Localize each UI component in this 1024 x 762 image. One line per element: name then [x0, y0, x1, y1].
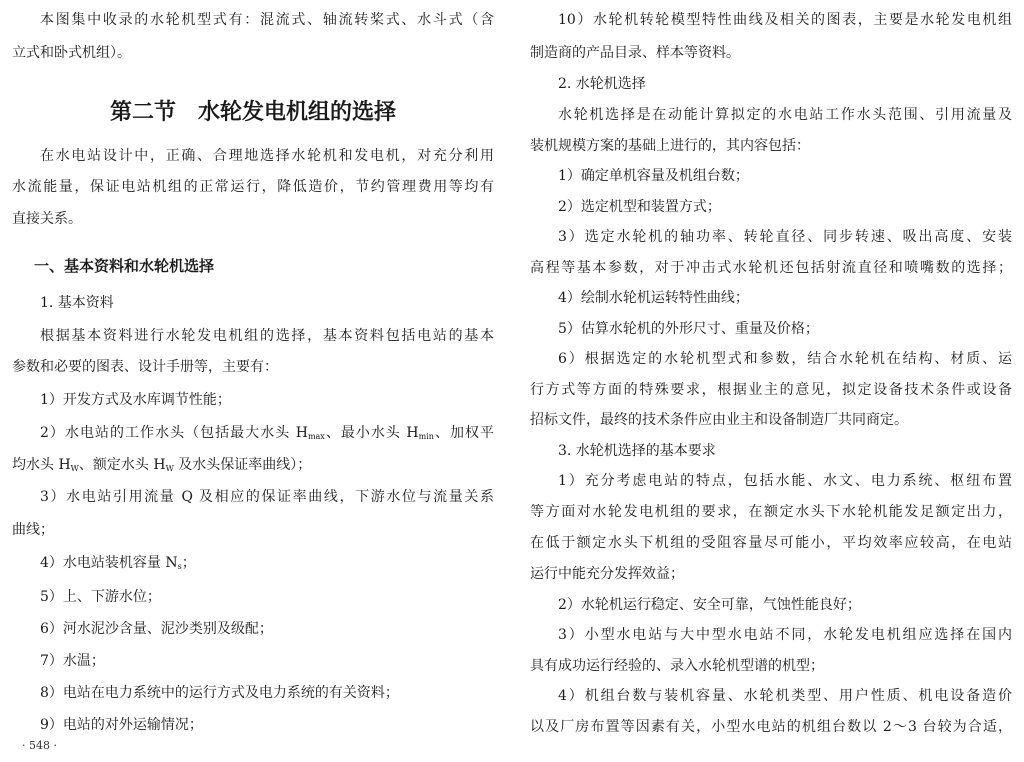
list-item: 6）河水泥沙含量、泥沙类别及级配；: [40, 621, 273, 637]
list-item: 1）确定单机容量及机组台数；: [558, 168, 749, 184]
list-item: 2）选定机型和装置方式；: [558, 199, 721, 215]
subheading: 2. 水轮机选择: [558, 76, 646, 92]
list-item: 4）绘制水轮机运转特性曲线；: [558, 290, 749, 306]
list-item: 9）电站的对外运输情况；: [40, 717, 203, 733]
list-item: 2）水电站的工作水头（包括最大水头 $H_{max}$、最小水头 $H_{min}$、加权平: [40, 425, 494, 441]
section-title: 第二节 水轮发电机组的选择: [109, 99, 396, 125]
subheading: 3. 水轮机选择的基本要求: [558, 443, 716, 459]
list-item-continuation: 以及厂房布置等因素有关，小型水电站的机组台数以 2～3 台较为合适，: [530, 719, 1012, 735]
section-heading: 一、基本资料和水轮机选择: [34, 257, 215, 275]
paragraph-line: 装机规模方案的基础上进行的，其内容包括：: [530, 138, 810, 154]
list-item-continuation: 招标文件，最终的技术条件应由业主和设备制造厂共同商定。: [530, 412, 908, 428]
list-item: 6）根据选定的水轮机型式和参数，结合水轮机在结构、材质、运: [558, 351, 1012, 367]
page-number: · 548 ·: [22, 739, 57, 752]
list-item-continuation: 在低于额定水头下机组的受阻容量尽可能小，平均效率应较高，在电站: [530, 535, 1012, 551]
subheading: 1. 基本资料: [40, 295, 114, 311]
list-item: 3）选定水轮机的轴功率、转轮直径、同步转速、吸出高度、安装: [558, 229, 1012, 245]
list-item: 5）上、下游水位；: [40, 589, 161, 605]
paragraph-line: 参数和必要的图表、设计手册等，主要有：: [12, 359, 278, 375]
list-item-continuation: 行方式等方面的特殊要求，根据业主的意见，拟定设备技术条件或设备: [530, 382, 1012, 398]
paragraph-line: 根据基本资料进行水轮发电机组的选择，基本资料包括电站的基本: [40, 328, 494, 344]
paragraph-line: 直接关系。: [12, 211, 82, 227]
list-item: 3）水电站引用流量 Q 及相应的保证率曲线，下游水位与流量关系: [40, 489, 494, 505]
list-item: 3）小型水电站与大中型水电站不同，水轮发电机组应选择在国内: [558, 627, 1012, 643]
list-item: 1）开发方式及水库调节性能；: [40, 392, 231, 408]
list-item: 4）水电站装机容量 $N_s$；: [40, 555, 196, 571]
list-item-continuation: 均水头 $H_W$、额定水头 $H_W$ 及水头保证率曲线）；: [12, 457, 312, 473]
list-item-continuation: 制造商的产品目录、样本等资料。: [530, 45, 740, 61]
list-item: 5）估算水轮机的外形尺寸、重量及价格；: [558, 321, 819, 337]
list-item: 4）机组台数与装机容量、水轮机类型、用户性质、机电设备造价: [558, 688, 1012, 704]
list-item-continuation: 高程等基本参数，对于冲击式水轮机还包括射流直径和喷嘴数的选择；: [530, 260, 1012, 276]
list-item: 1）充分考虑电站的特点，包括水能、水文、电力系统、枢纽布置: [558, 473, 1012, 489]
paragraph-line: 水轮机选择是在动能计算拟定的水电站工作水头范围、引用流量及: [558, 107, 1012, 123]
list-item: 2）水轮机运行稳定、安全可靠，气蚀性能良好；: [558, 597, 861, 613]
list-item: 10）水轮机转轮模型特性曲线及相关的图表，主要是水轮发电机组: [558, 12, 1012, 28]
list-item-continuation: 曲线；: [12, 522, 54, 538]
intro-line: 立式和卧式机组）。: [12, 45, 131, 61]
paragraph-line: 水流能量，保证电站机组的正常运行，降低造价，节约管理费用等均有: [12, 179, 494, 195]
list-item-continuation: 等方面对水轮发电机组的要求，在额定水头下水轮机能发足额定出力，: [530, 504, 1012, 520]
list-item-continuation: 运行中能充分发挥效益；: [530, 566, 684, 582]
intro-line: 本图集中收录的水轮机型式有：混流式、轴流转桨式、水斗式（含: [40, 12, 494, 28]
list-item-continuation: 具有成功运行经验的、录入水轮机型谱的机型；: [530, 658, 824, 674]
list-item: 8）电站在电力系统中的运行方式及电力系统的有关资料；: [40, 685, 399, 701]
list-item: 7）水温；: [40, 653, 105, 669]
paragraph-line: 在水电站设计中，正确、合理地选择水轮机和发电机，对充分利用: [40, 148, 494, 164]
